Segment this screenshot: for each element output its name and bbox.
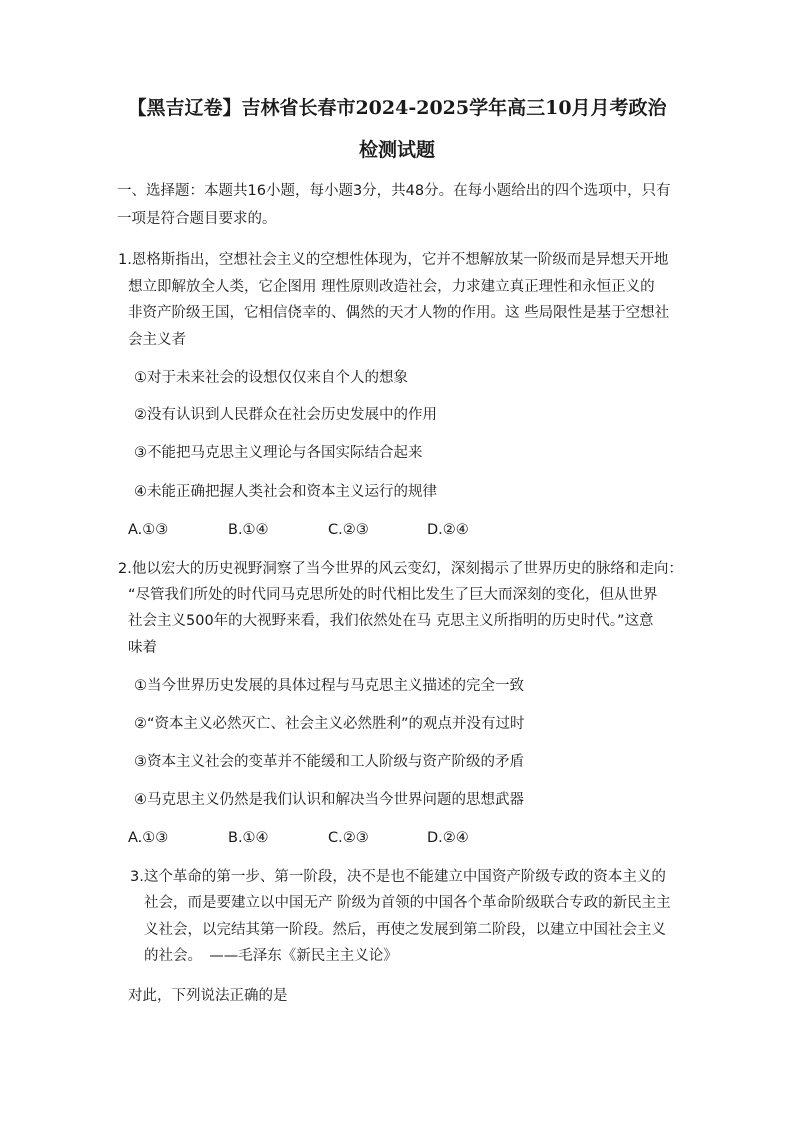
- q2-stem-line1: 2.他以宏大的历史视野洞察了当今世界的风云变幻，深刻揭示了世界历史的脉络和走向：: [118, 561, 683, 577]
- q2-stem-line4: 味着: [128, 640, 157, 656]
- q2-stem-line3: 社会主义500年的大视野来看，我们依然处在马 克思主义所指明的历史时代。”这意: [128, 613, 654, 629]
- q3-stem-line4: 的社会。 ——毛泽东《新民主主义论》: [144, 948, 398, 964]
- q2-item-1: ①当今世界历史发展的具体过程与马克思主义描述的完全一致: [134, 678, 524, 694]
- q1-item-2: ②没有认识到人民群众在社会历史发展中的作用: [134, 407, 437, 423]
- q2-stem-line2: “尽管我们所处的时代同马克思所处的时代相比发生了巨大而深刻的变化，但从世界: [128, 587, 658, 603]
- document-title-line2: 检测试题: [358, 139, 435, 161]
- q1-stem-line1: 1.恩格斯指出，空想社会主义的空想性体现为，它并不想解放某一阶级而是异想天开地: [118, 252, 669, 268]
- q2-item-2: ②“资本主义必然灭亡、社会主义必然胜利”的观点并没有过时: [134, 716, 525, 732]
- q1-item-3: ③不能把马克思主义理论与各国实际结合起来: [134, 445, 423, 461]
- q3-stem-line2: 社会，而是要建立以中国无产 阶级为首领的中国各个革命阶级联合专政的新民主主: [144, 895, 671, 911]
- section-instruction-line1: 一、选择题：本题共16小题，每小题3分，共48分。在每小题给出的四个选项中，只有: [117, 183, 671, 199]
- q2-option-c: C.②③: [328, 830, 369, 846]
- q2-item-3: ③资本主义社会的变革并不能缓和工人阶级与资产阶级的矛盾: [134, 754, 524, 770]
- q2-option-d: D.②④: [427, 830, 469, 846]
- q1-item-4: ④未能正确把握人类社会和资本主义运行的规律: [134, 484, 437, 500]
- document-title-line1: 【黑吉辽卷】吉林省长春市2024-2025学年高三10月月考政治: [127, 97, 667, 119]
- q1-option-a: A.①③: [128, 522, 169, 538]
- section-instruction-line2: 一项是符合题目要求的。: [117, 211, 277, 227]
- q1-item-1: ①对于未来社会的设想仅仅来自个人的想象: [134, 370, 408, 386]
- q3-stem-line3: 义社会，以完结其第一阶段。然后，再使之发展到第二阶段，以建立中国社会主义: [144, 922, 666, 938]
- q1-option-d: D.②④: [427, 522, 469, 538]
- q2-item-4: ④马克思主义仍然是我们认识和解决当今世界问题的思想武器: [134, 792, 524, 808]
- q1-stem-line4: 会主义者: [128, 332, 186, 348]
- q2-option-b: B.①④: [228, 830, 269, 846]
- q1-stem-line2: 想立即解放全人类，它企图用 理性原则改造社会，力求建立真正理性和永恒正义的: [128, 279, 655, 295]
- q1-option-c: C.②③: [328, 522, 369, 538]
- q3-stem-line1: 3.这个革命的第一步、第一阶段，决不是也不能建立中国资产阶级专政的资本主义的: [130, 869, 666, 885]
- q2-option-a: A.①③: [128, 830, 169, 846]
- q1-stem-line3: 非资产阶级王国，它相信侥幸的、偶然的天才人物的作用。这 些局限性是基于空想社: [128, 305, 670, 321]
- q3-prompt: 对此，下列说法正确的是: [128, 988, 288, 1004]
- q1-option-b: B.①④: [228, 522, 269, 538]
